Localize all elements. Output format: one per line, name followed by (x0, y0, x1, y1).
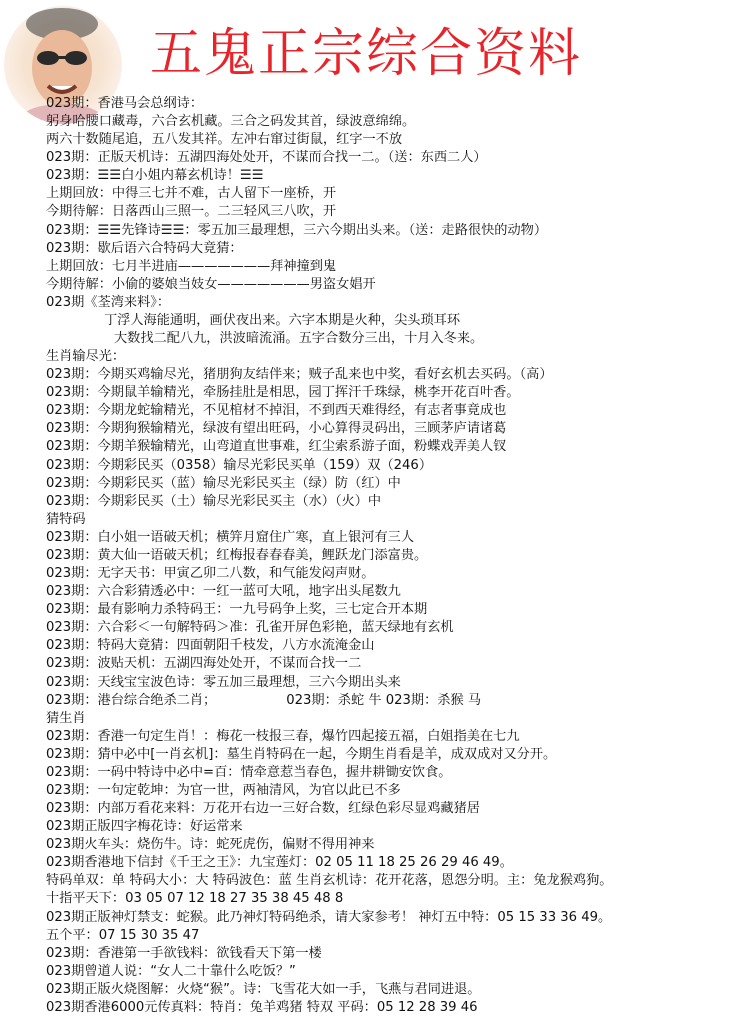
text-line: 上期回放：中得三七并不难，古人留下一座桥，开 (46, 186, 337, 202)
text-line: 023期正版神灯禁支：蛇猴。此乃神灯特码绝杀，请大家参考！ 神灯五中特：05 15 33 36 49。 (46, 909, 612, 925)
text-line: 023期香港地下信封《千王之王》：九宝莲灯：02 05 11 18 25 26 29 46 49。 (46, 855, 513, 871)
text-line: 023期：歇后语六合特码大竟猜： (46, 240, 243, 256)
text-line: 十指平天下：03 05 07 12 18 27 35 38 45 48 8 (46, 891, 344, 907)
text-line: 023期：香港一句定生肖！：梅花一枝报三春，爆竹四起接五福，白姐指美在七九 (46, 728, 520, 744)
text-line: 023期：港台综合绝杀二肖； 023期：杀蛇 牛 023期：杀猴 马 (46, 692, 482, 708)
text-line: 023期：黄大仙一语破天机；红梅报春春春美，鲤跃龙门添富贵。 (46, 547, 428, 563)
text-line: 023期：最有影响力杀特码王：一九号码争上奖，三七定合开本期 (46, 602, 428, 618)
text-line: 023期：今期彩民买（土）输尽光彩民买主（水）（火）中 (46, 493, 382, 509)
text-line: 丁浮人海能通明，画伏夜出来。六字本期是火种，尖头琐耳环 (104, 312, 461, 328)
text-line: 上期回放：七月半进庙———————拜神撞到鬼 (46, 258, 337, 274)
text-line: 023期：☰☰先锋诗☰☰：零五加三最理想，三六今期出头来。（送：走路很快的动物） (46, 222, 548, 238)
text-line: 两六十数随尾追，五八发其祥。左冲右窜过街鼠，红字一不放 (46, 132, 403, 148)
text-line: 023期：今期买鸡输尽光，猪朋狗友结伴来；贼子乱来也中奖，看好玄机去买码。（高） (46, 367, 553, 383)
text-line: 023期：天线宝宝波色诗：零五加三最理想，三六今期出头来 (46, 674, 401, 690)
text-line: 躬身哈腰口藏毒，六合玄机藏。三合之码发其首，绿波意绵绵。 (46, 114, 416, 130)
text-line: 023期：猜中必中[一肖玄机]：墓生肖特码在一起，今期生肖看是羊，成双成对又分开。 (46, 746, 557, 762)
text-line: 023期：内部万看花来料：万花开右边一三好合数，红绿色彩尽显鸡藏猪居 (46, 801, 480, 817)
text-line: 023期曾道人说：“女人二十靠什么吃饭？” (46, 963, 296, 979)
text-line: 023期：今期彩民买（0358）输尽光彩民买单（159）双（246） (46, 457, 433, 473)
text-line: 023期香港6000元传真料：特肖：兔羊鸡猪 特双 平码：05 12 28 39 46 (46, 999, 478, 1015)
text-line: 023期：今期彩民买（蓝）输尽光彩民买主（绿）防（红）中 (46, 475, 401, 491)
text-line: 023期：波贴天机：五湖四海处处开，不谋而合找一二 (46, 656, 362, 672)
text-line: 五个平：07 15 30 35 47 (46, 927, 200, 943)
section-heading: 猜特码 (46, 511, 86, 527)
text-line: 大数找二配八九，洪波暗流涌。五字合数分三出，十月入冬来。 (114, 331, 484, 347)
text-line: 023期：六合彩＜一句解特码＞准：孔雀开屏色彩艳，蓝天绿地有玄机 (46, 620, 454, 636)
text-line: 特码单双：单 特码大小：大 特码波色：蓝 生肖玄机诗：花开花落，恩怨分明。主：兔龙猴鸡狗。 (46, 873, 613, 889)
text-line: 023期火车头：烧伤牛。诗：蛇死虎伤，偏财不得用神来 (46, 837, 375, 853)
text-line: 023期：一码中特诗中必中=百：情牵意惹当春色，握井耕锄安饮食。 (46, 764, 452, 780)
content-lines (46, 95, 730, 1017)
text-line: 023期：正版天机诗：五湖四海处处开，不谋而合找一二。（送：东西二人） (46, 150, 487, 166)
text-line: 今期待解：日落西山三照一。二三轻风三八吹，开 (46, 204, 337, 220)
page-title: 五鬼正宗综合资料 (150, 24, 583, 84)
text-line: 023期正版四字梅花诗：好运常来 (46, 819, 243, 835)
section-heading: 猜生肖 (46, 710, 86, 726)
text-line: 023期：香港第一手欲钱料：欲钱看天下第一楼 (46, 945, 322, 961)
text-line: 023期：今期狗猴输精光，绿波有望出旺码，小心算得灵码出，三顾茅庐请诸葛 (46, 421, 507, 437)
text-line: 023期：今期羊猴输精光，山弯道直世事难，红尘索系游子面，粉蝶戏弄美人钗 (46, 439, 507, 455)
text-line: 023期：白小姐一语破天机；横笄月窟住广寒，直上银河有三人 (46, 529, 415, 545)
text-line: 023期：一句定乾坤：为官一世，两袖清风，为官以此已不多 (46, 782, 401, 798)
text-line: 023期：香港马会总纲诗： (46, 96, 204, 111)
text-line: 023期：无字天书：甲寅乙卯二八数，和气能发闷声财。 (46, 566, 375, 582)
text-line: 023期：今期鼠羊输精光，牵肠挂肚是相思，园丁挥汗千珠绿，桃李开花百叶香。 (46, 385, 520, 401)
text-line: 023期：六合彩猜透必中：一红一蓝可大吼，地字出头尾数九 (46, 584, 401, 600)
text-line: 023期：今期龙蛇输精光，不见棺材不掉泪，不到西天难得经，有志者事竟成也 (46, 403, 507, 419)
text-line: 023期《荃湾来料》： (46, 294, 171, 310)
text-line: 今期待解：小偷的婆娘当妓女———————男盗女娼开 (46, 276, 376, 292)
section-heading: 生肖输尽光： (46, 349, 126, 365)
text-line: 023期：特码大竟猜：四面朝阳千枝发，八方水流淹金山 (46, 638, 375, 654)
text-line: 023期：☰☰白小姐内幕玄机诗！☰☰ (46, 168, 264, 184)
text-line: 023期正版火烧图解：火烧“猴”。诗：飞雪花大如一手，飞燕与君同进退。 (46, 981, 481, 997)
